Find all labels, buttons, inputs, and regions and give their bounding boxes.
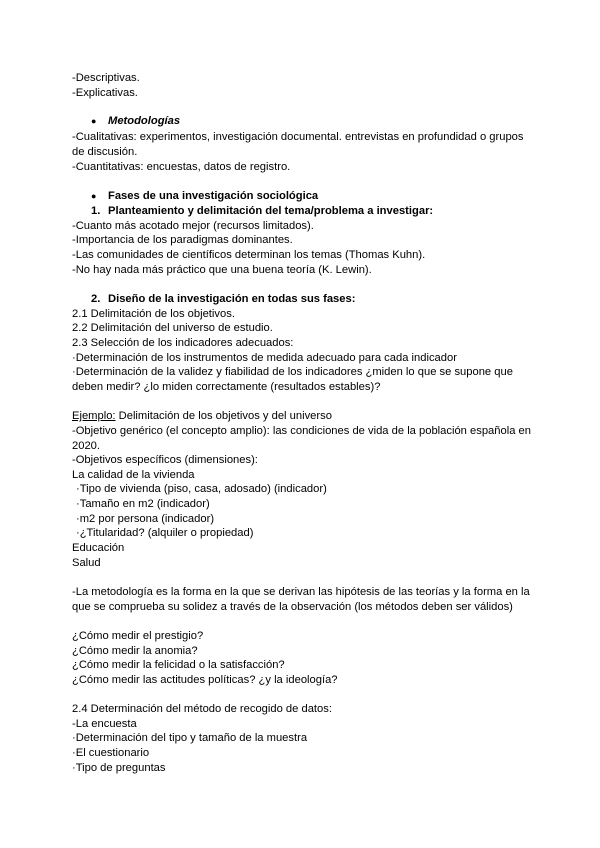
heading-diseno: Diseño de la investigación en todas sus fases: — [108, 293, 356, 305]
text-line: ¿Cómo medir la anomia? — [72, 645, 198, 657]
text-paragraph: -La metodología es la forma en la que se derivan las hipótesis de las teorías y la forma en la que se comprueba su solidez a través de la observación (los métodos deben ser válidos) — [72, 586, 530, 613]
text-line: -La encuesta — [72, 718, 137, 730]
text-line: 2.1 Delimitación de los objetivos. — [72, 308, 235, 320]
text-line: ·Tipo de vivienda (piso, casa, adosado) (indicador) — [76, 483, 327, 495]
text-line: -Importancia de los paradigmas dominantes. — [72, 234, 293, 246]
example-heading — [72, 409, 332, 423]
text-line: ·Determinación del tipo y tamaño de la muestra — [72, 732, 308, 744]
text-line: ·Determinación de los instrumentos de medida adecuado para cada indicador — [72, 352, 457, 364]
text-line: ·¿Titularidad? (alquiler o propiedad) — [76, 527, 254, 539]
text-line: -Explicativas. — [72, 87, 138, 99]
example-title: Delimitación de los objetivos y del universo — [115, 410, 332, 422]
text-line: 2.4 Determinación del método de recogido de datos: — [72, 703, 332, 715]
bullet-icon: ● — [91, 191, 97, 201]
text-line: ¿Cómo medir las actitudes políticas? ¿y la ideología? — [72, 674, 338, 686]
bullet-icon: ● — [91, 116, 97, 126]
text-line: Salud — [72, 557, 101, 569]
text-line: -No hay nada más práctico que una buena teoría (K. Lewin). — [72, 264, 372, 276]
text-line: ¿Cómo medir la felicidad o la satisfacción? — [72, 659, 285, 671]
text-line: 2.2 Delimitación del universo de estudio. — [72, 322, 273, 334]
text-line: ¿Cómo medir el prestigio? — [72, 630, 204, 642]
text-line: ·m2 por persona (indicador) — [76, 513, 215, 525]
text-line: -Cuanto más acotado mejor (recursos limitados). — [72, 220, 314, 232]
list-number: 1. — [91, 205, 101, 217]
heading-fases: Fases de una investigación sociológica — [108, 190, 319, 202]
text-line: ·El cuestionario — [72, 747, 150, 759]
text-line: 2.3 Selección de los indicadores adecuados: — [72, 337, 294, 349]
heading-planteamiento: Planteamiento y delimitación del tema/problema a investigar: — [108, 205, 434, 217]
heading-metodologias: Metodologías — [108, 115, 181, 127]
text-line: ·Tamaño en m2 (indicador) — [76, 498, 210, 510]
text-line: Educación — [72, 542, 125, 554]
example-label: Ejemplo: — [72, 410, 116, 422]
text-line: -Descriptivas. — [72, 72, 140, 84]
text-paragraph: -Objetivo genérico (el concepto amplio): las condiciones de vida de la población española en 2020. — [72, 425, 531, 452]
list-number: 2. — [91, 293, 101, 305]
text-paragraph: ·Determinación de la validez y fiabilidad de los indicadores ¿miden lo que se supone que deben medir? ¿lo miden correctamente (resultados estables)? — [72, 366, 513, 393]
text-line: -Cuantitativas: encuestas, datos de registro. — [72, 161, 291, 173]
text-line: -Objetivos específicos (dimensiones): — [72, 454, 258, 466]
text-line: La calidad de la vivienda — [72, 469, 195, 481]
text-paragraph: -Cualitativas: experimentos, investigación documental. entrevistas en profundidad o grupos de discusión. — [72, 131, 524, 158]
text-line: ·Tipo de preguntas — [72, 762, 166, 774]
text-line: -Las comunidades de científicos determinan los temas (Thomas Kuhn). — [72, 249, 426, 261]
